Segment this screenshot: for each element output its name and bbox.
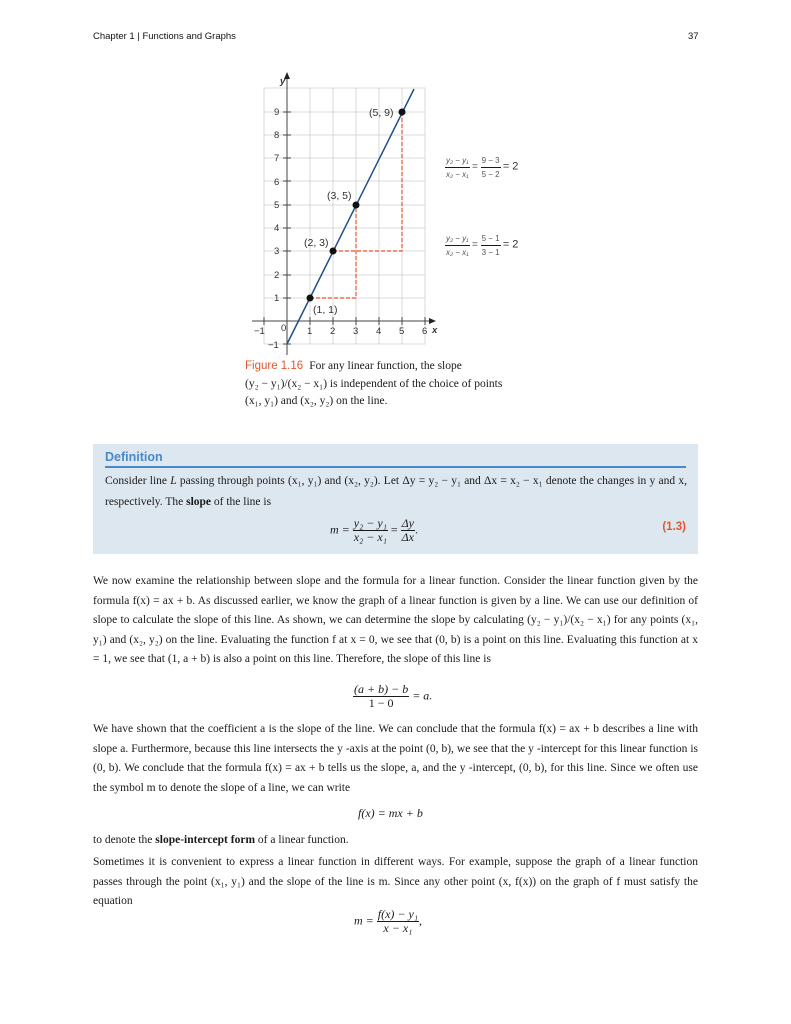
- svg-text:2: 2: [274, 270, 280, 281]
- svg-text:1: 1: [274, 293, 280, 304]
- svg-text:−1: −1: [254, 326, 265, 337]
- point-5-9: [399, 109, 406, 116]
- svg-text:2: 2: [330, 326, 336, 337]
- point-3-5: [353, 202, 360, 209]
- svg-text:4: 4: [274, 223, 280, 234]
- x-axis-arrow-icon: [429, 318, 436, 324]
- definition-divider: [105, 466, 686, 468]
- figure-label: Figure 1.16: [245, 360, 304, 372]
- page-number: 37: [688, 31, 699, 42]
- svg-text:3: 3: [274, 246, 280, 257]
- equation-number: (1.3): [662, 521, 686, 533]
- point-slope-equation: m = $\frac{\text{f(x) − y₁}}{\text{x − x₁}}$ ,: [354, 907, 423, 935]
- svg-text:6: 6: [274, 177, 280, 188]
- svg-text:7: 7: [274, 153, 280, 164]
- svg-text:0: 0: [281, 323, 287, 334]
- svg-text:6: 6: [422, 326, 428, 337]
- svg-text:9: 9: [274, 107, 280, 118]
- svg-text:5: 5: [399, 326, 405, 337]
- svg-text:(3, 5): (3, 5): [327, 190, 352, 202]
- chapter-header: Chapter 1 | Functions and Graphs: [93, 31, 236, 42]
- definition-text: Consider line L passing through points (x₁, y₁) and (x₂, y₂). Let Δy = y₂ − y₁ and Δx = x₂ − x₁ denote the changes in y and x, respectively. The slope of the line is: [105, 475, 687, 508]
- svg-text:8: 8: [274, 130, 280, 141]
- definition-box: [93, 444, 698, 554]
- slope-equation-bottom: $\frac{\text{y₂ − y₁}}{\text{x₂ − x₁}}$ = $\frac{5 - 1}{3 - 1}$ = 2: [446, 234, 519, 257]
- point-2-3: [330, 248, 337, 255]
- svg-text:(1, 1): (1, 1): [313, 304, 338, 316]
- svg-text:4: 4: [376, 326, 382, 337]
- definition-title: Definition: [105, 450, 163, 464]
- svg-text:5: 5: [274, 200, 280, 211]
- point-1-1: [307, 295, 314, 302]
- svg-text:−1: −1: [268, 340, 279, 351]
- paragraph-2: We have shown that the coefficient a is the slope of the line. We can conclude that the formula f(x) = ax + b describes a line with slope a. Furthermore, because this line intersects the y -axis at the point (0, b), we see that the y -intercept for this linear function is (0, b). We conclude that the formula f(x) = ax + b tells us the slope, a, and the y -intercept, (0, b), for this line. Since we often use the symbol m to denote the slope of a line, we can write: [93, 723, 698, 794]
- svg-text:3: 3: [353, 326, 359, 337]
- y-axis-label: y: [280, 76, 286, 87]
- svg-text:(2, 3): (2, 3): [304, 237, 329, 249]
- paragraph-1: We now examine the relationship between slope and the formula for a linear function. Consider the linear function given by the formula f(x) = ax + b. As discussed earlier, we know the graph of a linear function is given by a line. We can use our definition of slope to calculate the slope of this line. As shown, we can determine the slope by calculating (y₂ − y₁)/(x₂ − x₁) for any points (x₁, y₁) and (x₂, y₂) on the line. Evaluating the function f at x = 0, we see that (0, b) is a point on this line. Evaluating this function at x = 1, we see that (1, a + b) is also a point on this line. Therefore, the slope of this line is: [93, 575, 698, 665]
- equation-a-slope: $\frac{(a + b) - b}{1 - 0}$ = a.: [354, 682, 433, 710]
- slope-graph: [240, 65, 440, 355]
- paragraph-3: to denote the slope-intercept form of a linear function.: [93, 834, 349, 846]
- figure-caption: Figure 1.16 For any linear function, the slope (y₂ − y₁)/(x₂ − x₁) is independent of the choice of points (x₁, y₁) and (x₂, y₂) on the line.: [245, 360, 503, 407]
- svg-text:(5, 9): (5, 9): [369, 107, 394, 119]
- svg-text:1: 1: [307, 326, 313, 337]
- slope-intercept-equation: f(x) = mx + b: [358, 806, 423, 820]
- slope-formula: m = $\frac{\text{y₂ − y₁}}{\text{x₂ − x₁}}$ = $\frac{\Delta y}{\Delta x}$ .: [330, 516, 419, 544]
- graph-grid: [264, 88, 428, 344]
- paragraph-4: Sometimes it is convenient to express a linear function in different ways. For example, suppose the graph of a linear function passes through the point (x₁, y₁) and the slope of the line is m. Since any other point (x, f(x)) on the graph of f must satisfy the equation: [93, 856, 698, 907]
- linear-function-line: [287, 89, 414, 344]
- x-axis-label: x: [432, 325, 438, 336]
- slope-equation-top: $\frac{\text{y₂ − y₁}}{\text{x₂ − x₁}}$ = $\frac{9 - 3}{5 - 2}$ = 2: [446, 156, 519, 179]
